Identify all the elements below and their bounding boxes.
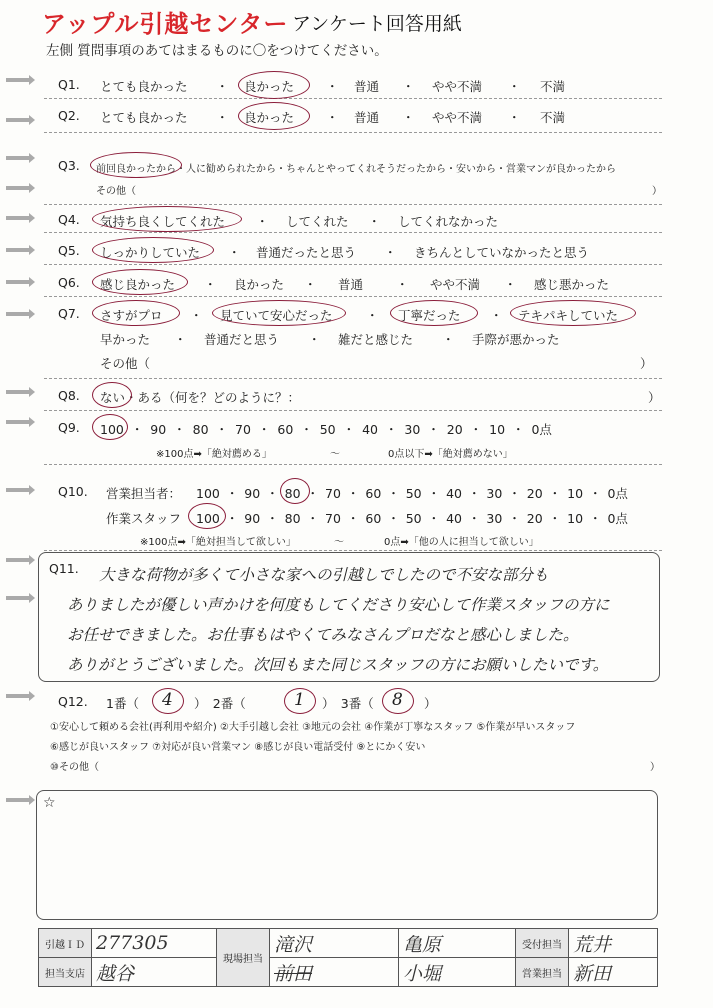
q12-options-row-1: ①安心して頼める会社(再利用や紹介) ②大手引越し会社 ③地元の会社 ④作業が丁寧なスタッフ ⑤作業が早いスタッフ: [50, 722, 576, 733]
q7-option-professional[interactable]: さすがプロ: [100, 308, 163, 323]
answer-circle: [382, 688, 414, 714]
binder-arrow-icon: [6, 280, 30, 284]
answer-circle: [280, 478, 310, 504]
q12-second-choice[interactable]: 1: [294, 690, 305, 710]
form-subtitle: アンケート回答用紙: [292, 13, 462, 35]
binder-arrow-icon: [6, 156, 30, 160]
staff-info-table: [38, 928, 658, 987]
question-q10: Q10. 営業担当者： 100 ・ 90 ・ 80 ・ 70 ・ 60 ・ 50 ・ 40 ・ 30 ・ 20 ・ 10 ・ 0点 作業スタッフ 100 ・ 90 ・ 80 ・ 70 ・ 60 ・ 50 ・ 40 ・ 30 ・ 20 ・ 10 ・ 0点 ※100点➡「絶対担当して欲しい」 〜 0点➡「他の人に担当して欲しい」: [44, 478, 662, 551]
q7-number: Q7.: [58, 306, 80, 321]
question-q8: Q8. ない・ある（何を？どのように？： ）: [44, 380, 662, 411]
q3-options[interactable]: 前回良かったから・人に勧められたから・ちゃんとやってくれそうだったから・安いから・営業マンが良かったから: [96, 164, 616, 175]
q6-option-pleasant[interactable]: 感じ良かった: [100, 277, 176, 292]
answer-circle: [92, 237, 214, 263]
answer-circle: [238, 102, 310, 130]
q2-option-somewhat-unsatisfied[interactable]: やや不満: [432, 110, 483, 125]
site-staff-label: 現場担当: [217, 929, 270, 987]
q5-option-reliable[interactable]: しっかりしていた: [100, 245, 201, 260]
star-icon: ☆: [43, 795, 56, 811]
q7-option-clumsy[interactable]: 手際が悪かった: [472, 332, 560, 347]
binder-arrow-icon: [6, 596, 30, 600]
q4-number: Q4.: [58, 212, 80, 227]
question-q12: Q12. 1番（ 4 ） 2番（ 1 ） 3番（ 8 ） ①安心して頼める会社(再利用や紹介) ②大手引越し会社 ③地元の会社 ④作業が丁寧なスタッフ ⑤作業が早いスタッフ ⑥感じが良いスタッフ ⑦対応が良い営業マン ⑧感じが良い電話受付 ⑨とにかく安い ⑩その他（ ）: [50, 690, 660, 773]
q1-option-good[interactable]: 良かった: [244, 79, 295, 94]
answer-circle: [212, 300, 346, 326]
q5-option-normal[interactable]: 普通だったと思う: [256, 245, 357, 260]
binder-arrow-icon: [6, 694, 30, 698]
answer-circle: [510, 300, 636, 326]
q6-option-somewhat-unsatisfied[interactable]: やや不満: [430, 277, 481, 292]
q6-option-unpleasant[interactable]: 感じ悪かった: [534, 277, 610, 292]
q6-option-good[interactable]: 良かった: [234, 277, 285, 292]
q1-option-normal[interactable]: 普通: [354, 79, 380, 94]
question-q6: Q6. 感じ良かった ・ 良かった ・ 普通 ・ やや不満 ・ 感じ悪かった: [44, 268, 662, 297]
binder-arrow-icon: [6, 78, 30, 82]
q12-number: Q12.: [58, 694, 88, 709]
q2-option-good[interactable]: 良かった: [244, 110, 295, 125]
binder-arrow-icon: [6, 798, 30, 802]
q1-number: Q1.: [58, 77, 80, 92]
branch-label: 担当支店: [39, 958, 92, 987]
q12-first-choice[interactable]: 4: [162, 690, 173, 710]
instruction-text: 左側 質問事項のあてはまるものに〇をつけてください。: [46, 43, 388, 59]
site-staff-1: 滝沢: [270, 929, 399, 958]
binder-arrow-icon: [6, 186, 30, 190]
q7-option-careful[interactable]: 丁寧だった: [398, 308, 461, 323]
handwritten-line: ありましたが優しい声かけを何度もしてくださり安心して作業スタッフの方に: [67, 596, 610, 614]
binder-arrow-icon: [6, 216, 30, 220]
sales-staff-value: 新田: [569, 958, 658, 987]
q7-other-label: その他（: [100, 356, 151, 371]
question-q1: Q1. とても良かった ・ 良かった ・ 普通 ・ やや不満 ・ 不満: [44, 70, 662, 99]
q10-number: Q10.: [58, 484, 88, 499]
site-staff-2: 亀原: [399, 929, 516, 958]
question-q3: Q3. 前回良かったから・人に勧められたから・ちゃんとやってくれそうだったから・安いから・営業マンが良かったから その他（ ）: [44, 148, 662, 205]
q3-number: Q3.: [58, 158, 80, 173]
q2-option-unsatisfied[interactable]: 不満: [540, 110, 566, 125]
binder-arrow-icon: [6, 488, 30, 492]
q12-other-label: ⑩その他（: [50, 762, 99, 773]
question-q5: Q5. しっかりしていた ・ 普通だったと思う ・ きちんとしていなかったと思う: [44, 236, 662, 265]
q12-third-choice[interactable]: 8: [392, 690, 403, 710]
binder-arrow-icon: [6, 390, 30, 394]
q7-option-normal[interactable]: 普通だと思う: [204, 332, 280, 347]
q2-option-normal[interactable]: 普通: [354, 110, 380, 125]
move-id-label: 引越ＩＤ: [39, 929, 92, 958]
q3-other-label: その他（: [96, 186, 136, 197]
binder-arrow-icon: [6, 118, 30, 122]
question-q7: Q7. さすがプロ ・ 見ていて安心だった ・ 丁寧だった ・ テキパキしていた 早かった ・ 普通だと思う ・ 雑だと感じた ・ 手際が悪かった その他（ ）: [44, 300, 662, 379]
q1-option-somewhat-unsatisfied[interactable]: やや不満: [432, 79, 483, 94]
q2-option-very-good[interactable]: とても良かった: [100, 110, 188, 125]
q7-option-rough[interactable]: 雑だと感じた: [338, 332, 414, 347]
answer-circle: [92, 206, 242, 232]
q10-staff-scale[interactable]: 100 ・ 90 ・ 80 ・ 70 ・ 60 ・ 50 ・ 40 ・ 30 ・ 20 ・ 10 ・ 0点: [196, 511, 628, 526]
q7-option-fast[interactable]: 早かった: [100, 332, 151, 347]
answer-circle: [92, 414, 128, 440]
q8-number: Q8.: [58, 388, 80, 403]
sales-staff-label: 営業担当: [516, 958, 569, 987]
move-id-value: 277305: [92, 929, 217, 958]
answer-circle: [284, 688, 316, 714]
q4-option-pleasant[interactable]: 気持ち良くしてくれた: [100, 214, 226, 229]
answer-circle: [188, 503, 226, 529]
handwritten-line: ありがとうございました。次回もまた同じスタッフの方にお願いしたいです。: [67, 656, 609, 674]
q6-number: Q6.: [58, 275, 80, 290]
handwritten-line: お任せできました。お仕事もはやくてみなさんプロだなと感心しました。: [67, 626, 579, 644]
binder-arrow-icon: [6, 558, 30, 562]
q11-free-answer-box[interactable]: [38, 552, 660, 682]
site-staff-4: 小堀: [399, 958, 516, 987]
q12-options-row-2: ⑥感じが良いスタッフ ⑦対応が良い営業マン ⑧感じが良い電話受付 ⑨とにかく安い: [50, 742, 426, 753]
q8-options[interactable]: ない・ある（何を？どのように？：: [100, 390, 301, 405]
q11-number: Q11.: [49, 561, 79, 576]
q5-number: Q5.: [58, 243, 80, 258]
reception-label: 受付担当: [516, 929, 569, 958]
binder-arrow-icon: [6, 312, 30, 316]
q10-sales-scale[interactable]: 100 ・ 90 ・ 80 ・ 70 ・ 60 ・ 50 ・ 40 ・ 30 ・ 20 ・ 10 ・ 0点: [196, 486, 628, 501]
answer-circle: [238, 71, 310, 99]
answer-circle: [92, 269, 188, 295]
q4-option-did[interactable]: してくれた: [286, 214, 349, 229]
answer-circle: [90, 152, 182, 178]
q9-score-scale[interactable]: 100 ・ 90 ・ 80 ・ 70 ・ 60 ・ 50 ・ 40 ・ 30 ・ 20 ・ 10 ・ 0点: [100, 422, 552, 437]
q4-option-did-not[interactable]: してくれなかった: [398, 214, 499, 229]
q1-option-unsatisfied[interactable]: 不満: [540, 79, 566, 94]
comment-box[interactable]: [36, 790, 658, 920]
q5-option-unreliable[interactable]: きちんとしていなかったと思う: [414, 245, 590, 260]
q6-option-normal[interactable]: 普通: [338, 277, 364, 292]
answer-circle: [92, 382, 132, 408]
binder-arrow-icon: [6, 248, 30, 252]
answer-circle: [152, 688, 184, 714]
q9-number: Q9.: [58, 420, 80, 435]
question-q9: Q9. 100 ・ 90 ・ 80 ・ 70 ・ 60 ・ 50 ・ 40 ・ 30 ・ 20 ・ 10 ・ 0点 ※100点➡「絶対薦める」 〜 0点以下➡「絶対薦めない」: [44, 414, 662, 465]
question-q4: Q4. 気持ち良くしてくれた ・ してくれた ・ してくれなかった: [44, 206, 662, 233]
reception-value: 荒井: [569, 929, 658, 958]
q7-option-reassuring[interactable]: 見ていて安心だった: [220, 308, 333, 323]
q7-option-efficient[interactable]: テキパキしていた: [518, 308, 619, 323]
branch-value: 越谷: [92, 958, 217, 987]
question-q2: Q2. とても良かった ・ 良かった ・ 普通 ・ やや不満 ・ 不満: [44, 100, 662, 133]
answer-circle: [92, 300, 180, 326]
answer-circle: [390, 300, 478, 326]
site-staff-3: 前田: [270, 958, 399, 987]
company-title: アップル引越センター: [42, 10, 289, 38]
handwritten-line: 大きな荷物が多くて小さな家への引越しでしたので不安な部分も: [99, 566, 549, 584]
binder-arrow-icon: [6, 420, 30, 424]
q1-option-very-good[interactable]: とても良かった: [100, 79, 188, 94]
q2-number: Q2.: [58, 108, 80, 123]
